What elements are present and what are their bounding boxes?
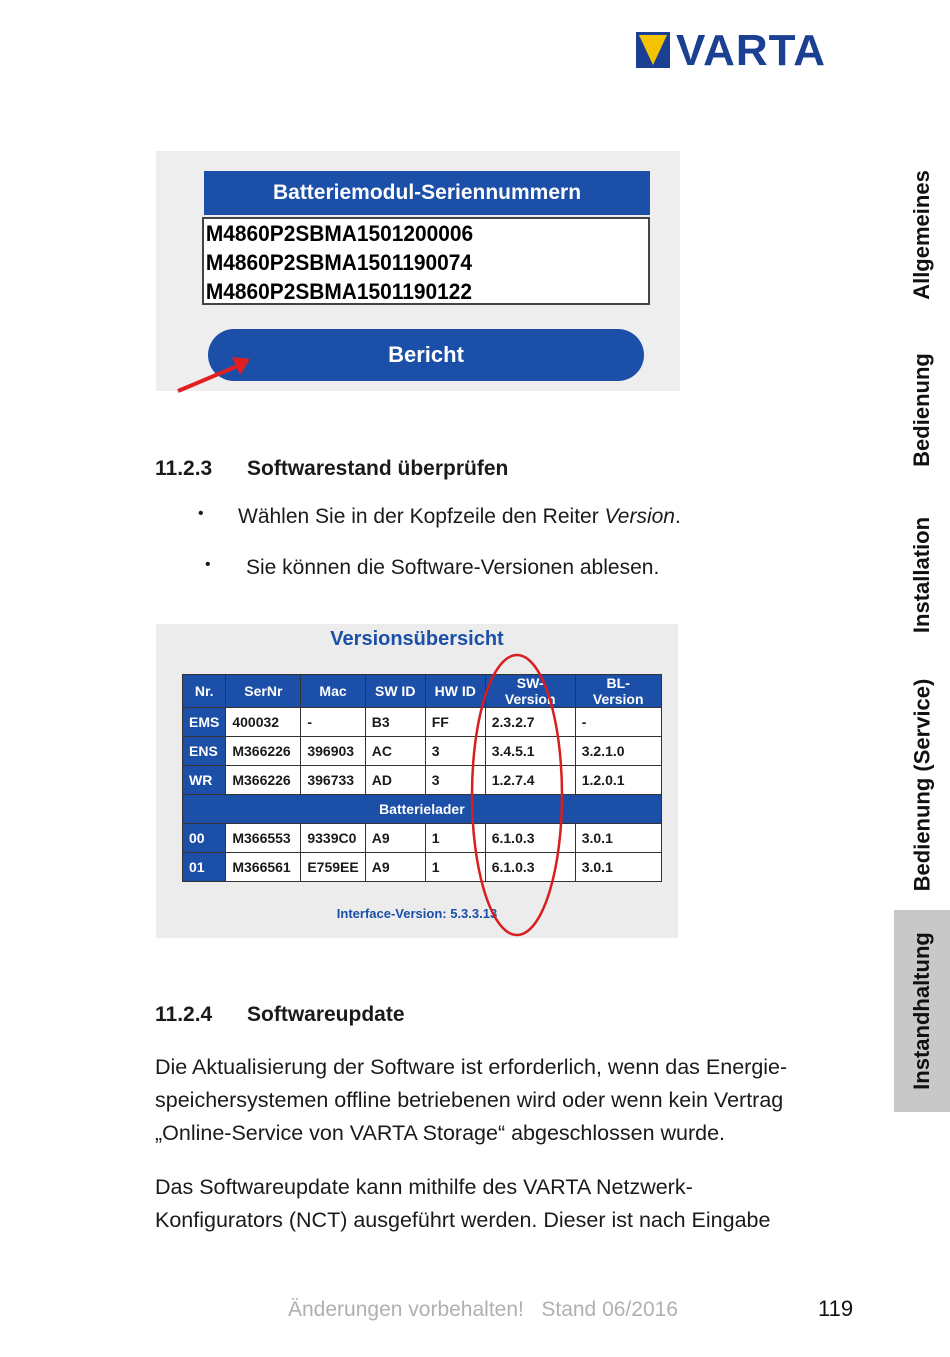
table-row [183,708,662,737]
table-cell: ENS [183,737,226,766]
table-cell: AD [365,766,425,795]
table-cell: A9 [365,824,425,853]
serial-numbers-screenshot [156,151,680,391]
table-cell: M366553 [226,824,301,853]
paragraph [155,1051,855,1150]
table-cell: 3.4.5.1 [485,737,575,766]
table-cell: 3.0.1 [575,853,661,882]
section-title: Softwareupdate [247,1003,405,1026]
section-heading [155,457,508,481]
footer-note: Änderungen vorbehalten! Stand 06/2016 [288,1298,678,1321]
report-button[interactable]: Bericht [208,329,644,381]
logo-wordmark: VARTA [676,26,827,75]
section-heading [155,1003,405,1027]
bullet-item [205,556,660,580]
column-header: SW-Version [485,675,575,708]
column-header: Nr. [183,675,226,708]
table-row [183,824,662,853]
bullet-dot-icon: • [205,556,211,573]
table-row [183,737,662,766]
table-cell: 1 [425,853,485,882]
section-number: 11.2.3 [155,457,213,480]
table-cell: 1 [425,824,485,853]
column-header: BL-Version [575,675,661,708]
red-highlight-ellipse-icon [466,650,568,940]
list-item: M4860P2SBMA1501190122 [205,279,472,304]
table-cell: 396903 [301,737,365,766]
serials-list [202,217,650,305]
side-tab-instandhaltung[interactable] [894,910,950,1112]
column-header: Mac [301,675,365,708]
table-cell: 00 [183,824,226,853]
table-row [183,766,662,795]
version-overview-screenshot [156,624,678,938]
table-header-row [183,675,662,708]
side-tab-label: Bedienung (Service) [909,678,934,892]
table-cell: 9339C0 [301,824,365,853]
table-cell: 3 [425,766,485,795]
bullet-text: Wählen Sie in der Kopfzeile den Reiter [238,505,605,528]
table-cell: 2.3.2.7 [485,708,575,737]
table-cell: 400032 [226,708,301,737]
table-cell: FF [425,708,485,737]
table-subheader: Batterielader [183,795,662,824]
versions-title: Versionsübersicht [330,628,504,650]
varta-logo [636,26,848,75]
side-tab-label: Bedienung [909,353,935,467]
paragraph-line: Konfigurators (NCT) ausgeführt werden. Dieser ist nach Eingabe [155,1208,771,1232]
bullet-dot-icon: • [198,505,204,522]
table-row [183,853,662,882]
table-cell: M366226 [226,766,301,795]
column-header: SerNr [226,675,301,708]
table-cell: 3.2.1.0 [575,737,661,766]
table-cell: 3 [425,737,485,766]
side-tab-label: Allgemeines [909,170,935,300]
table-cell: M366226 [226,737,301,766]
table-cell: 6.1.0.3 [485,824,575,853]
table-cell: B3 [365,708,425,737]
page-number: 119 [818,1296,854,1321]
version-table [182,674,662,882]
table-cell: 6.1.0.3 [485,853,575,882]
red-arrow-icon [174,351,254,397]
serials-header: Batteriemodul-Seriennummern [204,171,650,215]
column-header: SW ID [365,675,425,708]
side-tab-installation[interactable] [894,505,950,645]
list-item: M4860P2SBMA1501200006 [205,221,474,246]
bullet-emphasis: Version [604,505,675,528]
bullet-text: Sie können die Software-Versionen ablesen. [246,556,660,579]
paragraph-line: Die Aktualisierung der Software ist erforderlich, wenn das Energie- [155,1055,788,1079]
table-cell: 396733 [301,766,365,795]
bullet-item [198,505,681,529]
paragraph [155,1171,855,1237]
table-cell: AC [365,737,425,766]
table-cell: A9 [365,853,425,882]
table-cell: 1.2.7.4 [485,766,575,795]
table-subheader-row [183,795,662,824]
side-tab-label: Installation [909,516,934,634]
table-cell: M366561 [226,853,301,882]
interface-version: Interface-Version: 5.3.3.13 [336,906,498,921]
side-tab-bedienung[interactable] [894,340,950,480]
list-item: M4860P2SBMA1501190074 [205,250,472,275]
bullet-suffix: . [674,505,681,528]
table-cell: EMS [183,708,226,737]
varta-v-mark-icon [636,32,670,68]
side-tab-allgemeines[interactable] [894,160,950,310]
side-tab-label: Instandhaltung [909,932,934,1090]
paragraph-line: speichersystemen offline betriebenen wird oder wenn kein Vertrag [155,1088,784,1112]
section-number: 11.2.4 [155,1003,213,1026]
column-header: HW ID [425,675,485,708]
table-cell: 1.2.0.1 [575,766,661,795]
table-cell: 3.0.1 [575,824,661,853]
table-cell: E759EE [301,853,365,882]
side-tab-bedienung-service[interactable] [894,665,950,905]
table-cell: WR [183,766,226,795]
table-cell: - [301,708,365,737]
table-cell: 01 [183,853,226,882]
paragraph-line: „Online-Service von VARTA Storage“ abgeschlossen wurde. [155,1121,726,1145]
table-cell: - [575,708,661,737]
section-title: Softwarestand überprüfen [247,457,509,480]
paragraph-line: Das Softwareupdate kann mithilfe des VARTA Netzwerk- [155,1175,693,1199]
